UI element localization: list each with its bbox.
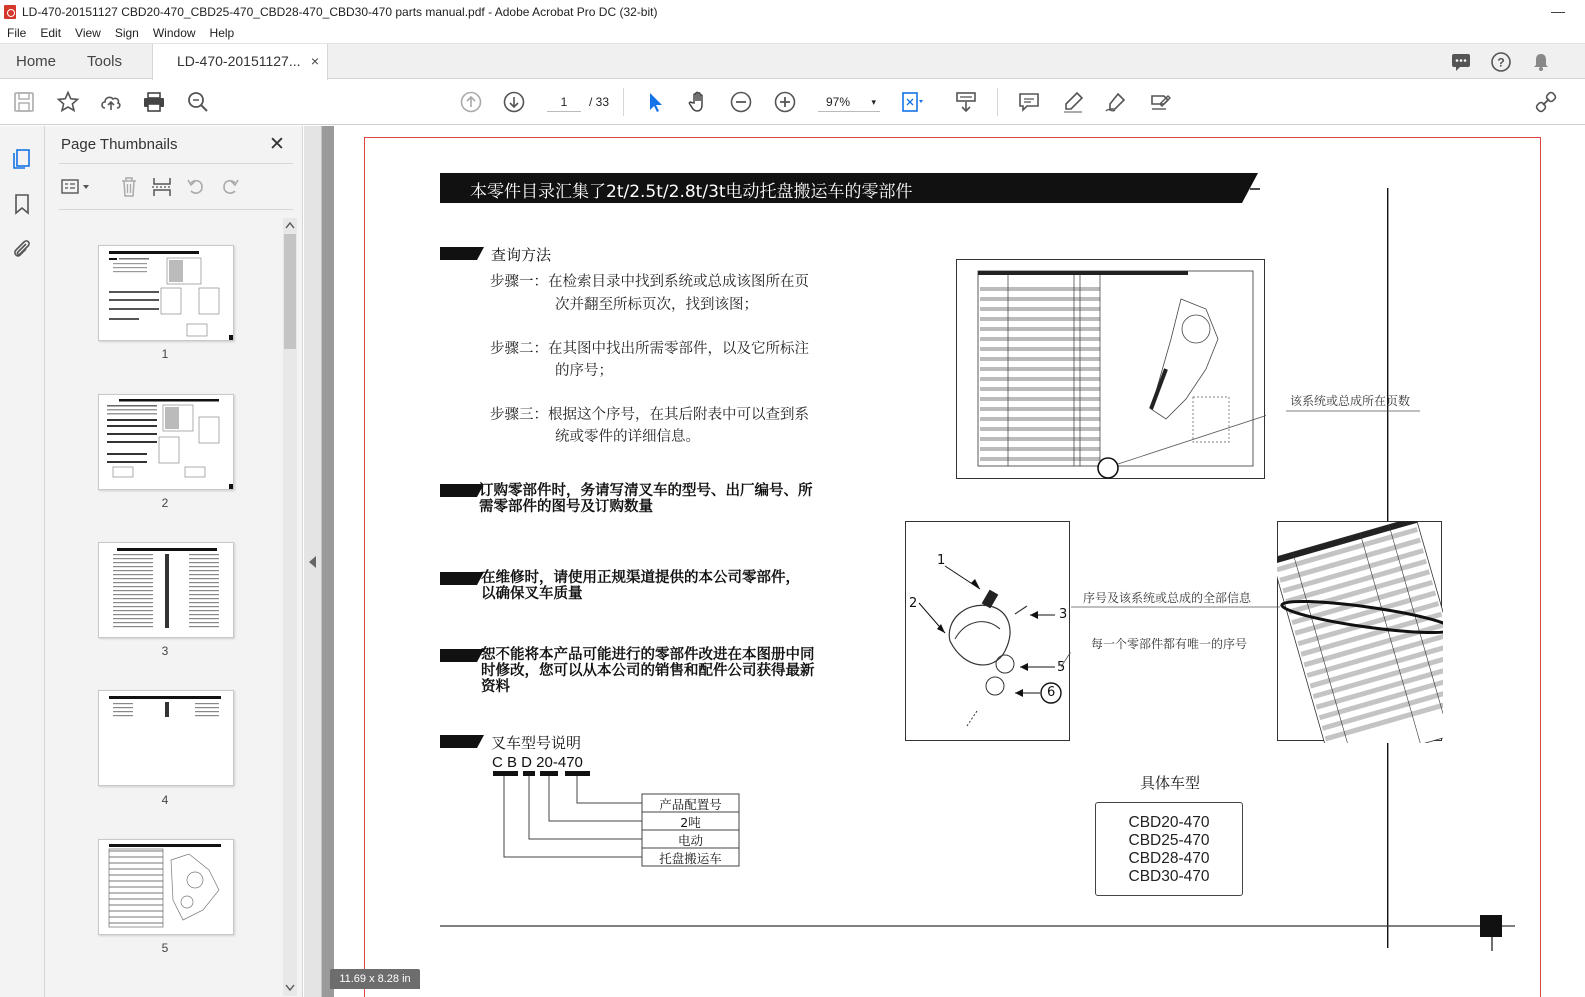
collapse-panel-strip[interactable] bbox=[304, 126, 322, 997]
document-view[interactable] bbox=[304, 126, 1585, 997]
improvement-notice-line-a: 恕不能将本产品可能进行的零部件改进在本图册中同 bbox=[481, 647, 815, 663]
section-marker bbox=[440, 649, 484, 662]
section-marker bbox=[440, 572, 484, 585]
extract-pages-icon[interactable] bbox=[151, 176, 173, 198]
query-method-title: 查询方法 bbox=[491, 246, 552, 264]
callout-unique-label: 每一个零部件都有唯一的序号 bbox=[1091, 637, 1248, 651]
tab-home[interactable]: Home bbox=[16, 53, 57, 70]
rotate-counterclockwise-icon[interactable] bbox=[185, 176, 207, 198]
model-item: CBD20-470 bbox=[1128, 814, 1210, 831]
page-thumbnails-panel bbox=[45, 126, 303, 997]
step-3-line-b: 统或零件的详细信息。 bbox=[555, 429, 700, 445]
model-code: C B D 20-470 bbox=[492, 754, 583, 771]
attachments-paperclip-icon[interactable] bbox=[10, 237, 34, 261]
collapse-left-arrow-icon[interactable] bbox=[309, 556, 316, 568]
improvement-notice-line-c: 资料 bbox=[481, 679, 510, 695]
page-thumbnail[interactable] bbox=[98, 839, 234, 935]
repair-notice-line-a: 在维修时，请使用正规渠道提供的本公司零部件， bbox=[481, 570, 800, 586]
panel-title: Page Thumbnails bbox=[61, 136, 178, 153]
page-thumbnail[interactable] bbox=[98, 690, 234, 786]
thumbnail-list bbox=[45, 216, 285, 996]
tab-document-label: LD-470-20151127... bbox=[177, 53, 301, 69]
scroll-down-arrow-icon[interactable] bbox=[285, 984, 295, 992]
left-navigation-rail bbox=[0, 126, 45, 997]
highlight-pen-icon[interactable] bbox=[1061, 90, 1085, 114]
page-fit-icon[interactable] bbox=[899, 90, 923, 114]
page-thumbnail[interactable] bbox=[98, 394, 234, 490]
specific-models-title: 具体车型 bbox=[1140, 774, 1201, 792]
model-label-pallet-truck: 托盘搬运车 bbox=[659, 851, 722, 866]
close-tab-icon[interactable]: × bbox=[310, 53, 319, 69]
zoom-in-icon[interactable] bbox=[773, 90, 797, 114]
step-1-line-b: 次并翻至所标页次，找到该图； bbox=[555, 297, 758, 313]
section-marker bbox=[440, 484, 484, 497]
thumbnail-page-number: 3 bbox=[161, 644, 169, 658]
step-2-line-b: 的序号； bbox=[555, 363, 613, 379]
menu-view[interactable]: View bbox=[75, 26, 101, 40]
tab-tools[interactable]: Tools bbox=[87, 53, 123, 70]
zoom-out-icon[interactable] bbox=[729, 90, 753, 114]
menu-bar bbox=[0, 23, 1585, 43]
page-number-input[interactable]: 1 bbox=[547, 92, 581, 112]
window-title: LD-470-20151127 CBD20-470_CBD25-470_CBD28-470_CBD30-470 parts manual.pdf - Adobe Acrobat Pro DC (32-bit) bbox=[22, 4, 658, 19]
thumbnail-page-number: 4 bbox=[161, 793, 169, 807]
order-notice-line-b: 需零部件的图号及订购数量 bbox=[479, 499, 653, 515]
panel-divider bbox=[59, 209, 293, 210]
parts-table-illustration bbox=[1277, 521, 1443, 743]
diagram-number-5: 5 bbox=[1057, 660, 1066, 675]
main-toolbar bbox=[0, 80, 1585, 125]
headline-text: 本零件目录汇集了2t/2.5t/2.8t/3t电动托盘搬运车的零部件 bbox=[470, 182, 913, 202]
help-icon[interactable] bbox=[1490, 51, 1512, 73]
scroll-up-arrow-icon[interactable] bbox=[285, 221, 295, 229]
add-comment-icon[interactable] bbox=[1017, 90, 1041, 114]
page-thumbnail[interactable] bbox=[98, 245, 234, 341]
notifications-bell-icon[interactable] bbox=[1530, 51, 1552, 73]
diagram-number-6: 6 bbox=[1047, 685, 1056, 700]
previous-page-icon[interactable] bbox=[459, 90, 483, 114]
page-bottom-rule bbox=[440, 906, 1520, 966]
toolbar-divider bbox=[997, 88, 998, 116]
next-page-icon[interactable] bbox=[502, 90, 526, 114]
share-link-icon[interactable] bbox=[1534, 90, 1558, 114]
page-size-indicator: 11.69 x 8.28 in bbox=[330, 969, 420, 989]
improvement-notice-line-b: 时修改，您可以从本公司的销售和配件公司获得最新 bbox=[481, 663, 815, 679]
callout-info-label: 序号及该系统或总成的全部信息 bbox=[1083, 591, 1252, 605]
acrobat-pdf-icon bbox=[4, 5, 16, 19]
page-headline-band bbox=[440, 173, 1258, 203]
model-explanation-title: 叉车型号说明 bbox=[491, 734, 582, 752]
menu-edit[interactable]: Edit bbox=[40, 26, 62, 40]
numbered-parts-diagram bbox=[905, 521, 1071, 743]
chevron-down-icon: ▾ bbox=[871, 97, 876, 107]
close-panel-icon[interactable]: ✕ bbox=[269, 134, 285, 155]
pdf-page bbox=[334, 126, 1585, 997]
menu-file[interactable]: File bbox=[7, 26, 27, 40]
bookmarks-icon[interactable] bbox=[10, 192, 34, 216]
scrollbar-thumb[interactable] bbox=[284, 234, 296, 349]
menu-help[interactable]: Help bbox=[209, 26, 235, 40]
page-thumbnail-preview bbox=[99, 246, 233, 340]
model-label-electric: 电动 bbox=[677, 833, 703, 848]
model-label-config: 产品配置号 bbox=[659, 797, 722, 812]
save-icon[interactable] bbox=[12, 90, 36, 114]
bookmark-star-icon[interactable] bbox=[56, 90, 80, 114]
toolbar-divider bbox=[623, 88, 624, 116]
upload-cloud-icon[interactable] bbox=[99, 90, 123, 114]
thumbnail-page-number: 5 bbox=[161, 941, 169, 955]
thumbnail-options-icon[interactable] bbox=[61, 178, 91, 196]
hand-tool-icon[interactable] bbox=[686, 90, 710, 114]
section-marker bbox=[440, 735, 484, 748]
print-icon[interactable] bbox=[142, 90, 166, 114]
page-thumbnail-preview bbox=[99, 840, 233, 934]
section-marker bbox=[440, 247, 484, 260]
thumbnail-toolbar bbox=[59, 174, 289, 200]
model-item: CBD30-470 bbox=[1128, 868, 1210, 885]
callout-page-label: 该系统或总成所在页数 bbox=[1290, 394, 1411, 408]
delete-page-icon[interactable] bbox=[119, 176, 139, 198]
page-thumbnail[interactable] bbox=[98, 542, 234, 638]
menu-sign[interactable]: Sign bbox=[114, 26, 139, 40]
page-thumbnails-icon[interactable] bbox=[10, 146, 34, 170]
svg-text:?: ? bbox=[1497, 55, 1505, 70]
zoom-level-select[interactable] bbox=[818, 92, 880, 112]
title-bar bbox=[0, 0, 1585, 23]
page-thumbnail-preview bbox=[99, 691, 233, 785]
select-cursor-icon[interactable] bbox=[643, 90, 667, 114]
thumbnail-page-number: 2 bbox=[161, 496, 169, 510]
thumbnail-page-number: 1 bbox=[161, 347, 169, 361]
step-2-line-a: 步骤二：在其图中找出所需零部件，以及它所标注 bbox=[490, 341, 809, 357]
scroll-mode-icon[interactable] bbox=[954, 90, 978, 114]
model-item: CBD25-470 bbox=[1128, 832, 1210, 849]
rotate-clockwise-icon[interactable] bbox=[219, 176, 241, 198]
step-1-line-a: 步骤一：在检索目录中找到系统或总成该图所在页 bbox=[490, 274, 809, 290]
page-thumbnail-preview bbox=[99, 543, 233, 637]
panel-divider bbox=[59, 163, 293, 164]
zoom-level-value: 97% bbox=[826, 95, 851, 109]
thumbnail-scrollbar[interactable] bbox=[283, 218, 297, 996]
diagram-number-1: 1 bbox=[937, 553, 946, 568]
model-item: CBD28-470 bbox=[1128, 850, 1210, 867]
page-total-label: / 33 bbox=[589, 95, 610, 109]
diagram-number-2: 2 bbox=[909, 596, 918, 611]
specific-models-box bbox=[1095, 802, 1243, 896]
fill-sign-icon[interactable] bbox=[1148, 90, 1172, 114]
repair-notice-line-b: 以确保叉车质量 bbox=[481, 586, 583, 602]
menu-window[interactable]: Window bbox=[152, 26, 196, 40]
page-thumbnail-preview bbox=[99, 395, 233, 489]
step-3-line-a: 步骤三：根据这个序号，在其后附表中可以查到系 bbox=[490, 407, 809, 423]
tab-bar bbox=[0, 43, 1585, 79]
tab-document[interactable] bbox=[152, 44, 328, 80]
diagram-number-3: 3 bbox=[1059, 607, 1068, 622]
minimize-button[interactable]: — bbox=[1551, 3, 1565, 19]
search-zoom-icon[interactable] bbox=[186, 90, 210, 114]
model-label-tonnage: 2吨 bbox=[680, 815, 701, 830]
sign-pen-icon[interactable] bbox=[1104, 90, 1128, 114]
order-notice-line-a: 订购零部件时，务请写清叉车的型号、出厂编号、所 bbox=[479, 483, 813, 499]
catalog-page-illustration bbox=[956, 259, 1266, 481]
comments-chat-icon[interactable] bbox=[1450, 51, 1472, 73]
